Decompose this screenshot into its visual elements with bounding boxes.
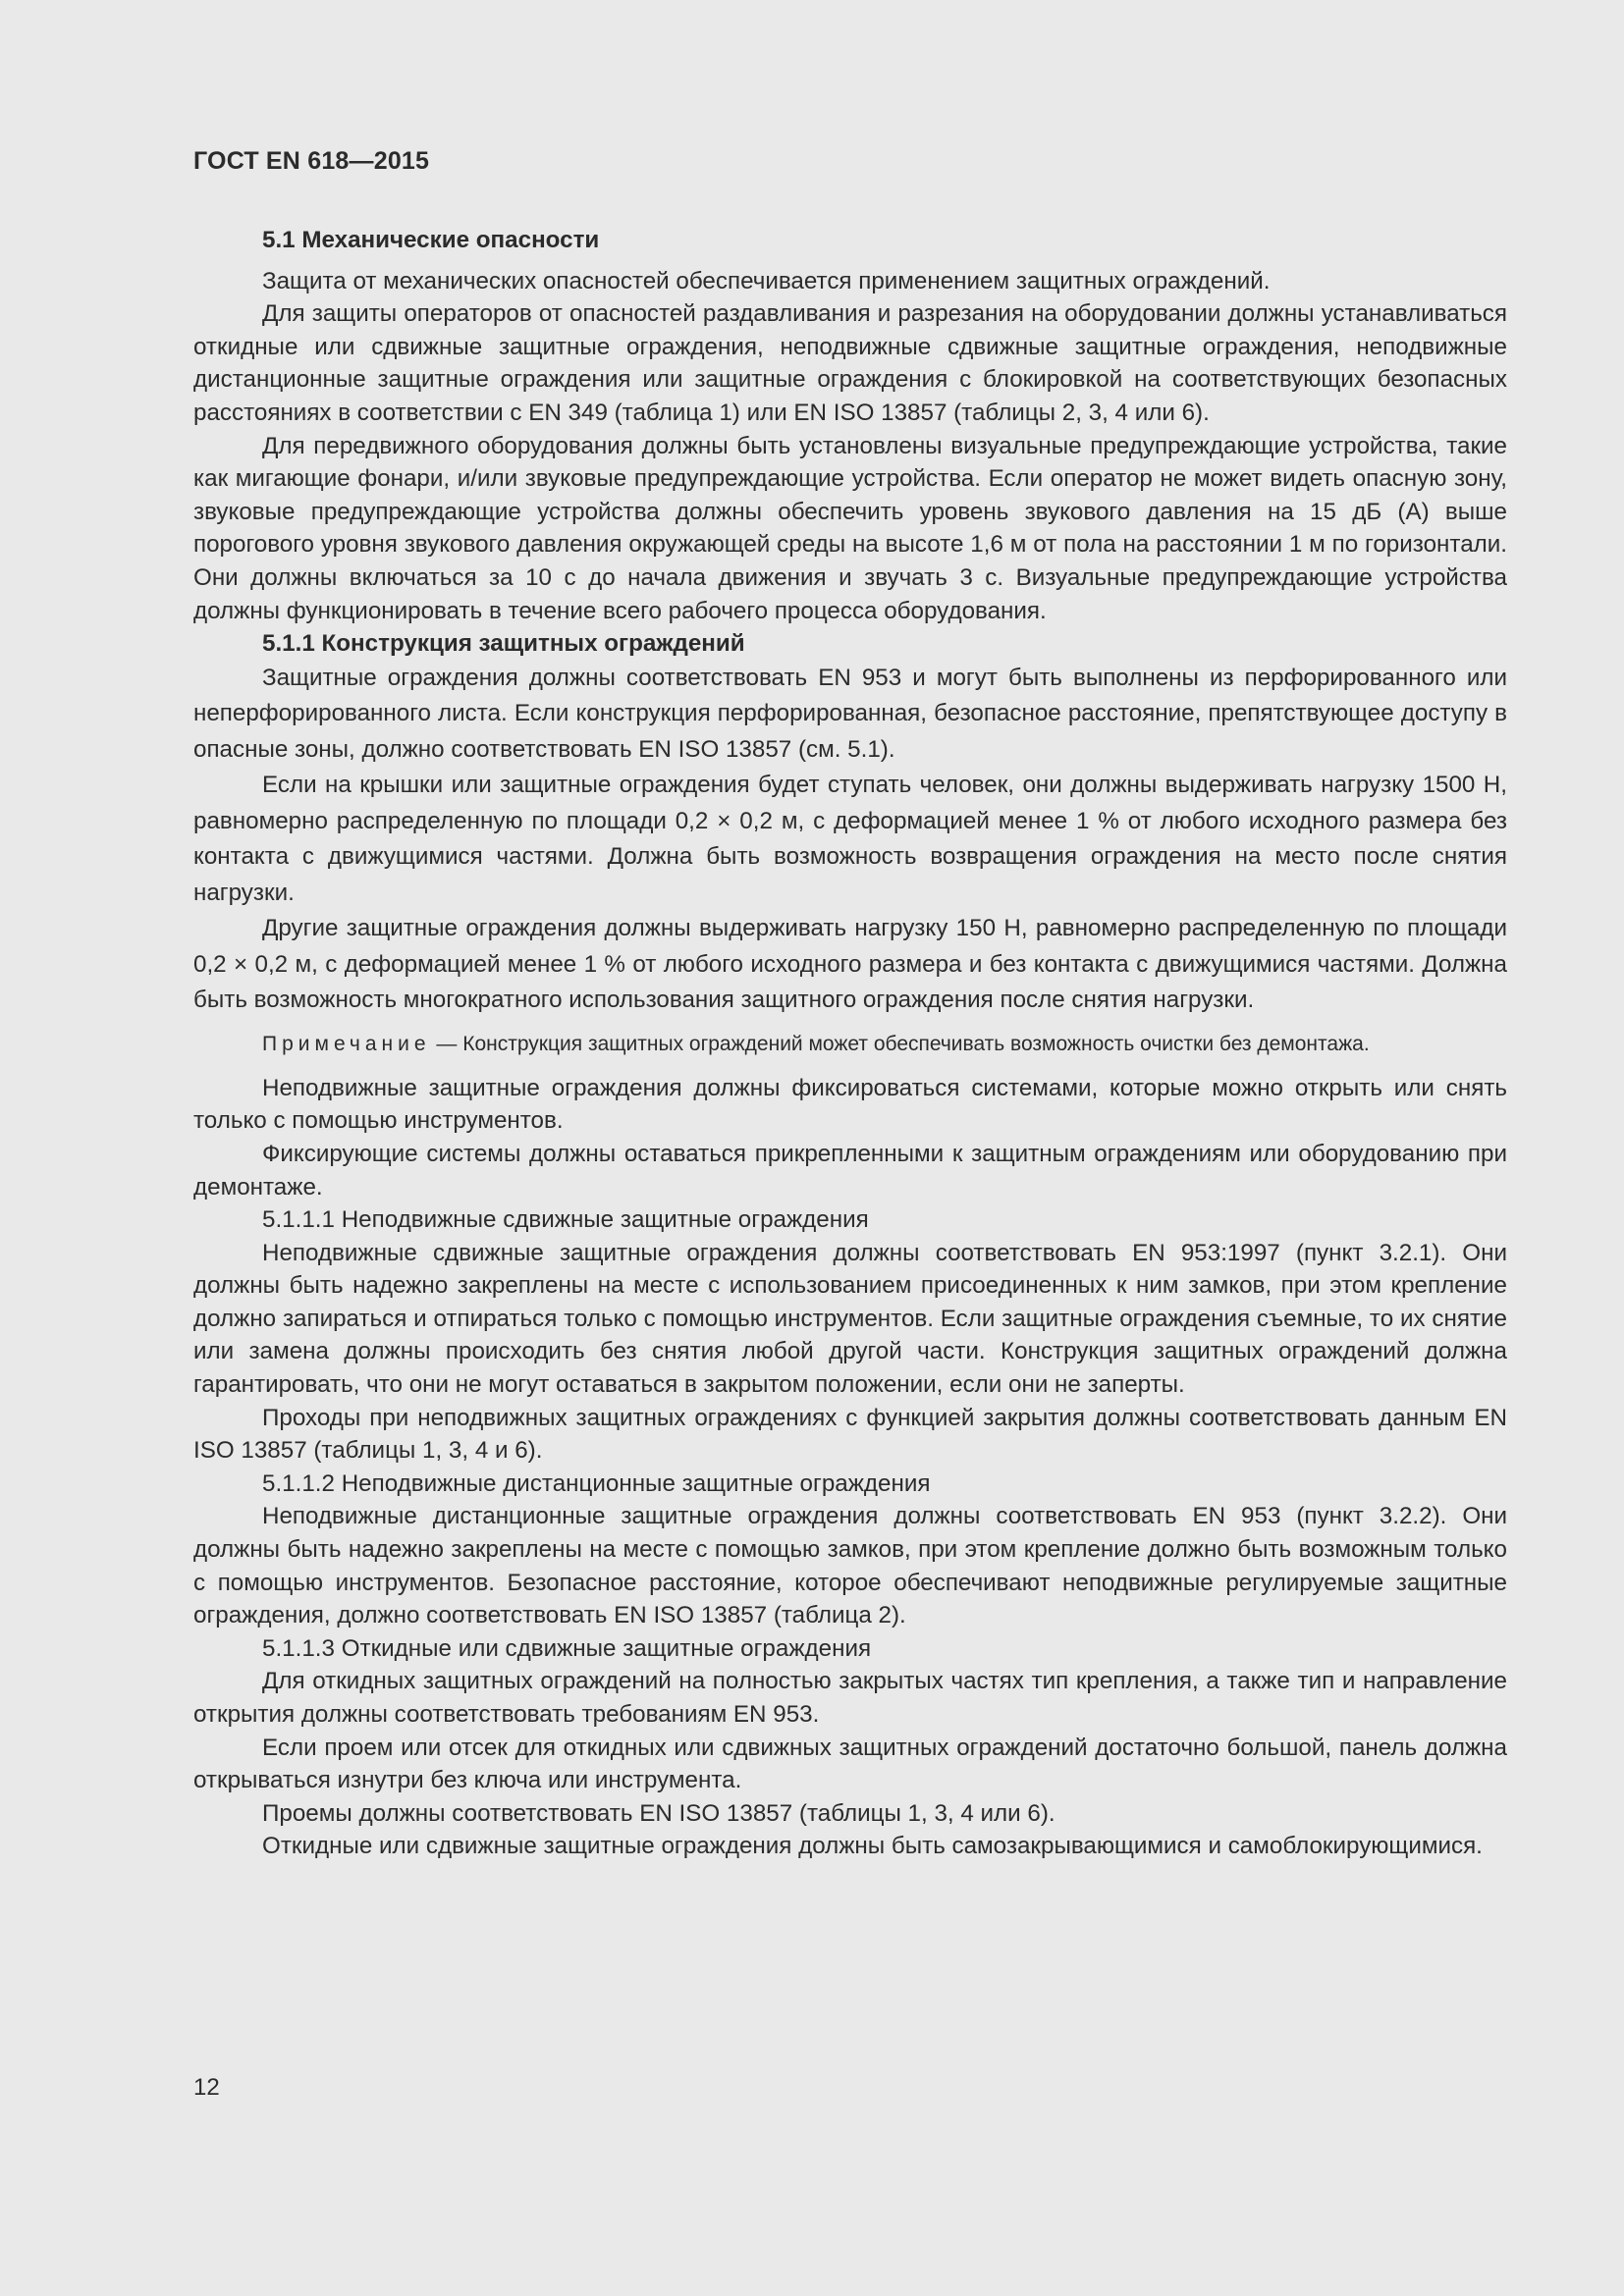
paragraph: Защитные ограждения должны соответствовать EN 953 и могут быть выполнены из перфорированного или неперфорированного листа. Если конструкция перфорированная, безопасное расстояние, препятствующее доступу в опасные зоны, должно соответствовать EN ISO 13857 (см. 5.1).	[193, 664, 1507, 763]
paragraph: Другие защитные ограждения должны выдерживать нагрузку 150 Н, равномерно распределенную по площади 0,2 × 0,2 м, с деформацией менее 1 % от любого исходного размера и без контакта с движущимися частями. Должна быть возможность многократного использования защитного ограждения после снятия нагрузки.	[193, 915, 1507, 1014]
paragraph: Если на крышки или защитные ограждения будет ступать человек, они должны выдерживать нагрузку 1500 Н, равномерно распределенную по площади 0,2 × 0,2 м, с деформацией менее 1 % от любого исходного размера без контакта с движущимися частями. Должна быть возможность возвращения ограждения на место после снятия нагрузки.	[193, 772, 1507, 906]
paragraph: Неподвижные защитные ограждения должны фиксироваться системами, которые можно открыть или снять только с помощью инструментов.	[193, 1074, 1507, 1135]
paragraph: Для защиты операторов от опасностей раздавливания и разрезания на оборудовании должны устанавливаться откидные или сдвижные защитные ограждения, неподвижные сдвижные защитные ограждения, неподвижные дистанционные защитные ограждения или защитные ограждения с блокировкой на соответствующих безопасных расстояниях в соответствии с EN 349 (таблица 1) или EN ISO 13857 (таблицы 2, 3, 4 или 6).	[193, 300, 1507, 426]
section-heading-5-1-1-1: 5.1.1.1 Неподвижные сдвижные защитные ограждения	[262, 1206, 869, 1234]
paragraph: Для передвижного оборудования должны быть установлены визуальные предупреждающие устройства, такие как мигающие фонари, и/или звуковые предупреждающие устройства. Если оператор не может видеть опасную зону, звуковые предупреждающие устройства должны обеспечить уровень звукового давления на 15 дБ (А) выше порогового уровня звукового давления окружающей среды на высоте 1,6 м от пола на расстоянии 1 м по горизонтали. Они должны включаться за 10 с до начала движения и звучать 3 с. Визуальные предупреждающие устройства должны функционировать в течение всего рабочего процесса оборудования.	[193, 432, 1507, 624]
paragraph: Проемы должны соответствовать EN ISO 13857 (таблицы 1, 3, 4 или 6).	[262, 1799, 1056, 1827]
document-header: ГОСТ EN 618—2015	[193, 147, 430, 175]
note-text: — Конструкция защитных ограждений может обеспечивать возможность очистки без демонтажа.	[430, 1032, 1370, 1055]
section-heading-5-1-1-2: 5.1.1.2 Неподвижные дистанционные защитные ограждения	[262, 1469, 931, 1497]
page-number: 12	[193, 2074, 220, 2101]
paragraph: Фиксирующие системы должны оставаться прикрепленными к защитным ограждениям или оборудованию при демонтаже.	[193, 1140, 1507, 1201]
paragraph: Для откидных защитных ограждений на полностью закрытых частях тип крепления, а также тип и направление открытия должны соответствовать требованиям EN 953.	[193, 1668, 1507, 1728]
note-label: Примечание	[262, 1032, 431, 1055]
paragraph: Неподвижные сдвижные защитные ограждения должны соответствовать EN 953:1997 (пункт 3.2.1). Они должны быть надежно закреплены на месте с использованием присоединенных к ним замков, при этом крепление должно запираться и отпираться только с помощью инструментов. Если защитные ограждения съемные, то их снятие или замена должны происходить без снятия любой другой части. Конструкция защитных ограждений должна гарантировать, что они не могут оставаться в закрытом положении, если они не заперты.	[193, 1239, 1507, 1399]
section-heading-5-1: 5.1 Механические опасности	[262, 227, 600, 253]
paragraph: Защита от механических опасностей обеспечивается применением защитных ограждений.	[262, 267, 1271, 294]
paragraph: Откидные или сдвижные защитные ограждения должны быть самозакрывающимися и самоблокирующимися.	[262, 1833, 1483, 1860]
section-heading-5-1-1: 5.1.1 Конструкция защитных ограждений	[262, 630, 745, 658]
section-heading-5-1-1-3: 5.1.1.3 Откидные или сдвижные защитные ограждения	[262, 1634, 872, 1662]
paragraph: Проходы при неподвижных защитных ограждениях с функцией закрытия должны соответствовать данным EN ISO 13857 (таблицы 1, 3, 4 и 6).	[193, 1404, 1507, 1465]
document-page	[193, 0, 1507, 2296]
note	[193, 1029, 1507, 1060]
document-body	[193, 224, 1507, 1863]
paragraph: Неподвижные дистанционные защитные ограждения должны соответствовать EN 953 (пункт 3.2.2). Они должны быть надежно закреплены на месте с помощью замков, при этом крепление должно быть возможным только с помощью инструментов. Безопасное расстояние, которое обеспечивают неподвижные регулируемые защитные ограждения, должно соответствовать EN ISO 13857 (таблица 2).	[193, 1503, 1507, 1629]
paragraph: Если проем или отсек для откидных или сдвижных защитных ограждений достаточно большой, панель должна открываться изнутри без ключа или инструмента.	[193, 1734, 1507, 1794]
